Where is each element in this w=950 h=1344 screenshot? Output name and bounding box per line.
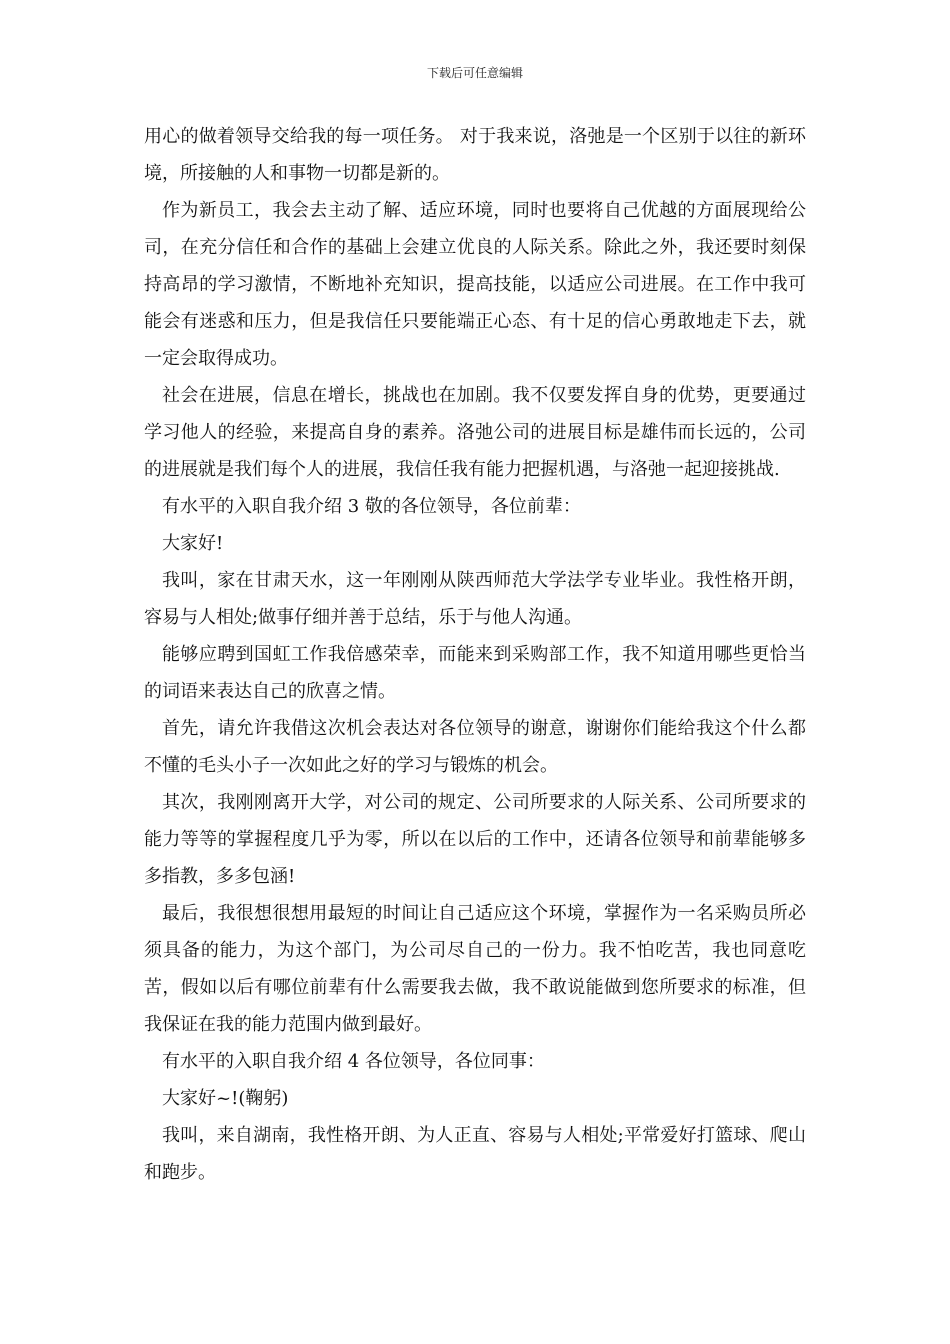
paragraph-3: 社会在进展，信息在增长，挑战也在加剧。我不仅要发挥自身的优势，更要通过学习他人的经验，来提高自身的素养。洛弛公司的进展目标是雄伟而长远的，公司的进展就是我们每个人的进展，我信任我有能力把握机遇，与洛弛一起迎接挑战. (144, 385, 806, 480)
paragraph-intro-4: 我叫，来自湖南，我性格开朗、为人正直、容易与人相处;平常爱好打篮球、爬山和跑步。 (144, 1125, 806, 1183)
page-header: 下载后可任意编辑 (426, 66, 523, 80)
paragraph-intro-3: 我叫，家在甘肃天水，这一年刚刚从陕西师范大学法学专业毕业。我性格开朗，容易与人相处;做事仔细并善于总结，乐于与他人沟通。 (144, 570, 806, 628)
paragraph-1: 用心的做着领导交给我的每一项任务。 对于我来说，洛弛是一个区别于以往的新环境，所接触的人和事物一切都是新的。 (144, 126, 806, 184)
paragraph-last: 最后，我很想很想用最短的时间让自己适应这个环境，掌握作为一名采购员所必须具备的能力，为这个部门，为公司尽自己的一份力。我不怕吃苦，我也同意吃苦，假如以后有哪位前辈有什么需要我去做，我不敢说能做到您所要求的标准，但我保证在我的能力范围内做到最好。 (144, 903, 806, 1035)
greeting-4: 大家好~!(鞠躬) (162, 1088, 289, 1109)
paragraph-honor: 能够应聘到国虹工作我倍感荣幸，而能来到采购部工作，我不知道用哪些更恰当的词语来表达自己的欣喜之情。 (144, 644, 806, 702)
paragraph-second: 其次，我刚刚离开大学，对公司的规定、公司所要求的人际关系、公司所要求的能力等等的掌握程度几乎为零，所以在以后的工作中，还请各位领导和前辈能够多多指教，多多包涵! (144, 792, 806, 887)
greeting-3: 大家好! (162, 533, 224, 554)
section-heading-3: 有水平的入职自我介绍 3 敬的各位领导，各位前辈： (162, 496, 581, 517)
paragraph-first: 首先，请允许我借这次机会表达对各位领导的谢意，谢谢你们能给我这个什么都不懂的毛头小子一次如此之好的学习与锻炼的机会。 (144, 718, 806, 776)
section-heading-4: 有水平的入职自我介绍 4 各位领导，各位同事： (162, 1051, 545, 1072)
paragraph-2: 作为新员工，我会去主动了解、适应环境，同时也要将自己优越的方面展现给公司，在充分信任和合作的基础上会建立优良的人际关系。除此之外，我还要时刻保持高昂的学习激情，不断地补充知识，提高技能，以适应公司进展。在工作中我可能会有迷惑和压力，但是我信任只要能端正心态、有十足的信心勇敢地走下去，就一定会取得成功。 (144, 200, 806, 369)
document-body (144, 118, 806, 1191)
